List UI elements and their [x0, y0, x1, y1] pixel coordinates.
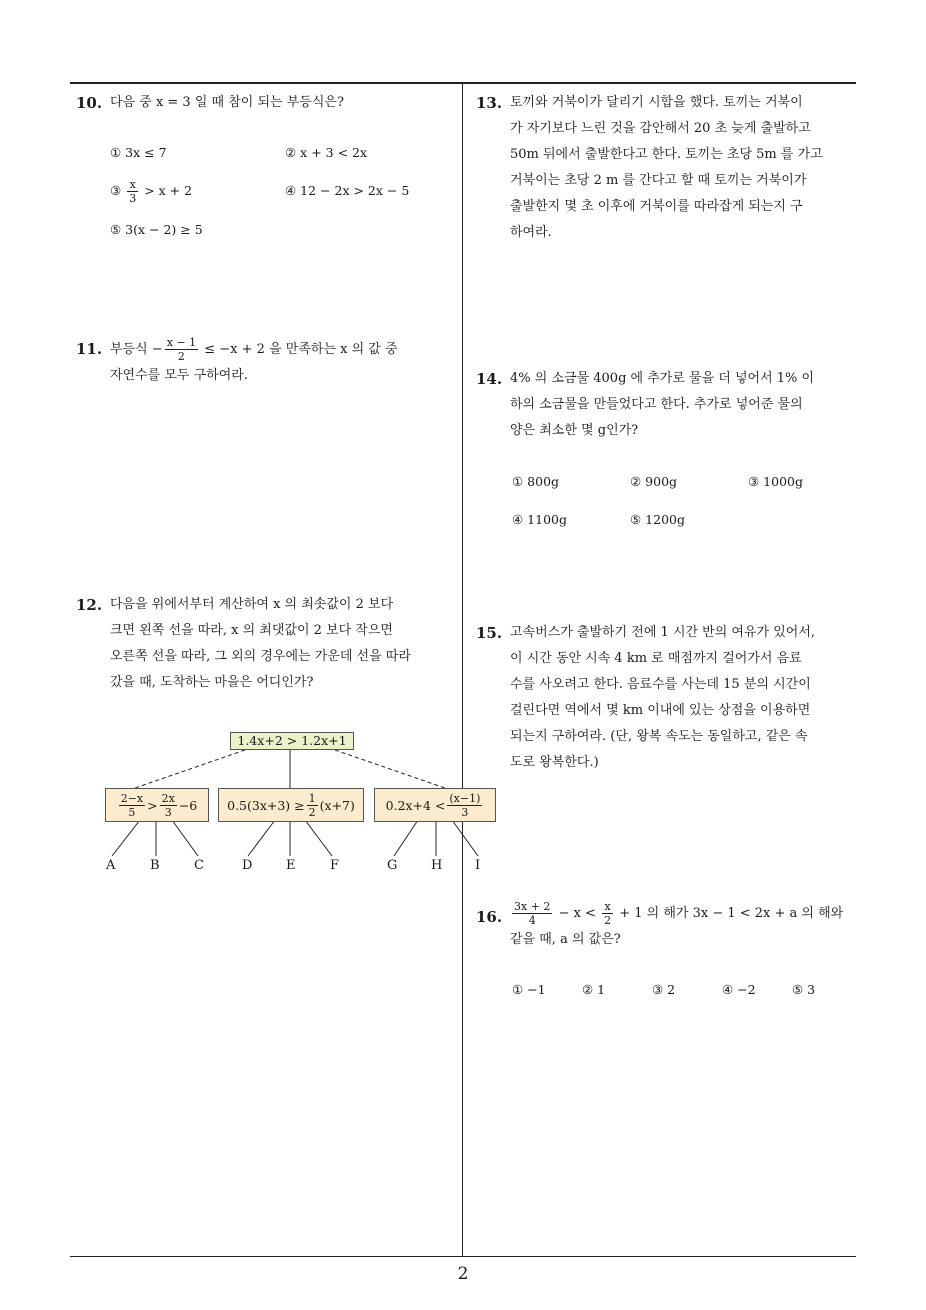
question-stem-line: 고속버스가 출발하기 전에 1 시간 반의 여유가 있어서, [510, 625, 816, 640]
fraction: $\frac{x}{2}$ [604, 900, 612, 927]
question-stem-line: 다음을 위에서부터 계산하여 x 의 최솟값이 2 보다 [110, 597, 394, 612]
option-2: ② 900g [630, 474, 678, 489]
bottom-rule [70, 1256, 856, 1257]
question-number: 12. [76, 596, 103, 614]
option-4: ④ 1100g [512, 512, 567, 527]
fraction: $\frac{x - 1}{2}$ [166, 336, 197, 363]
question-stem-line: 수를 사오려고 한다. 음료수를 사는데 15 분의 시간이 [510, 677, 811, 692]
option-4: ④ −2 [722, 982, 756, 997]
question-stem-line: 50m 뒤에서 출발한다고 한다. 토끼는 초당 5m 를 가고 [510, 147, 823, 162]
question-number: 13. [476, 94, 503, 112]
question-16 [476, 900, 861, 953]
leaf-d: D [242, 858, 253, 873]
page-number: 2 [457, 1264, 469, 1284]
question-stem-line: 토끼와 거북이가 달리기 시합을 했다. 토끼는 거북이 [510, 95, 803, 110]
question-stem-line: 같을 때, a 의 값은? [510, 932, 621, 947]
option-2: ② 1 [582, 982, 606, 997]
question-14 [476, 366, 861, 444]
top-rule [70, 82, 856, 84]
option-5: ⑤ 1200g [630, 512, 685, 527]
leaf-f: F [330, 858, 340, 873]
leaf-h: H [431, 858, 443, 873]
question-stem-line: 자연수를 모두 구하여라. [110, 368, 248, 383]
question-stem-line: 가 자기보다 느린 것을 감안해서 20 초 늦게 출발하고 [510, 121, 811, 136]
option-4: ④ 12 − 2x > 2x − 5 [285, 183, 410, 198]
option-3 [110, 178, 192, 205]
question-stem-line: 걸린다면 역에서 몇 km 이내에 있는 상점을 이용하면 [510, 703, 811, 718]
leaf-i: I [475, 858, 481, 873]
question-number: 11. [76, 340, 103, 358]
question-stem-line: 갔을 때, 도착하는 마을은 어디인가? [110, 675, 314, 690]
question-number: 14. [476, 370, 503, 388]
question-number: 15. [476, 624, 503, 642]
option-3: ③ 2 [652, 982, 676, 997]
leaf-b: B [150, 858, 160, 873]
question-stem-line: 출발한지 몇 초 이후에 거북이를 따라잡게 되는지 구 [510, 199, 803, 214]
left-node: $\frac{2-x}{5}$ > $\frac{2x}{3}$ −6 [105, 788, 209, 822]
question-11 [76, 336, 461, 389]
leaf-g: G [387, 858, 398, 873]
option-5: ⑤ 3(x − 2) ≥ 5 [110, 222, 203, 237]
option-5: ⑤ 3 [792, 982, 816, 997]
option-1: ① 3x ≤ 7 [110, 145, 167, 160]
question-stem-line: 오른쪽 선을 따라, 그 외의 경우에는 가운데 선을 따라 [110, 649, 411, 664]
question-stem-line: 하여라. [510, 225, 552, 240]
question-stem-line: 하의 소금물을 만들었다고 한다. 추가로 넣어준 물의 [510, 397, 803, 412]
right-node: 0.2x+4 < $\frac{(x-1)}{3}$ [374, 788, 496, 822]
question-stem-line: 이 시간 동안 시속 4 km 로 매점까지 걸어가서 음료 [510, 651, 802, 666]
question-15 [476, 620, 861, 776]
question-stem-line: 크면 왼쪽 선을 따라, x 의 최댓값이 2 보다 작으면 [110, 623, 393, 638]
option-3-fraction: $\frac{x}{3}$ [129, 178, 137, 205]
question-13 [476, 90, 861, 246]
option-2: ② x + 3 < 2x [285, 145, 368, 160]
question-stem-line: 거북이는 초당 2 m 를 간다고 할 때 토끼는 거북이가 [510, 173, 807, 188]
option-1: ① −1 [512, 982, 546, 997]
question-stem-line: 4% 의 소금물 400g 에 추가로 물을 더 넣어서 1% 이 [510, 371, 815, 386]
middle-node: 0.5(3x+3) ≥ $\frac{1}{2}$ (x+7) [218, 788, 364, 822]
question-number: 16. [476, 908, 503, 926]
decision-tree-diagram [100, 728, 500, 878]
option-3-marker: ③ [110, 183, 122, 198]
question-number: 10. [76, 94, 103, 112]
question-stem-line: 양은 최소한 몇 g인가? [510, 423, 639, 438]
question-stem-line: 부등식 − $\frac{x - 1}{2}$ ≤ −x + 2 을 만족하는 x 의 값 중 [110, 336, 398, 363]
option-1: ① 800g [512, 474, 560, 489]
leaf-e: E [286, 858, 296, 873]
option-3-text: > x + 2 [144, 183, 193, 198]
question-stem-line: 되는지 구하여라. (단, 왕복 속도는 동일하고, 같은 속 [510, 729, 808, 744]
question-12 [76, 592, 461, 696]
fraction: $\frac{3x + 2}{4}$ [514, 900, 551, 927]
leaf-a: A [106, 858, 116, 873]
question-10 [76, 90, 456, 116]
question-stem-line: $\frac{3x + 2}{4}$ − x < $\frac{x}{2}$ + 1 의 해가 3x − 1 < 2x + a 의 해와 [514, 900, 844, 927]
option-3: ③ 1000g [748, 474, 803, 489]
question-stem-line: 도로 왕복한다.) [510, 755, 599, 770]
column-divider [462, 82, 463, 1257]
leaf-c: C [194, 858, 204, 873]
top-node: 1.4x+2 > 1.2x+1 [230, 732, 354, 750]
question-stem: 다음 중 x = 3 일 때 참이 되는 부등식은? [110, 95, 344, 110]
